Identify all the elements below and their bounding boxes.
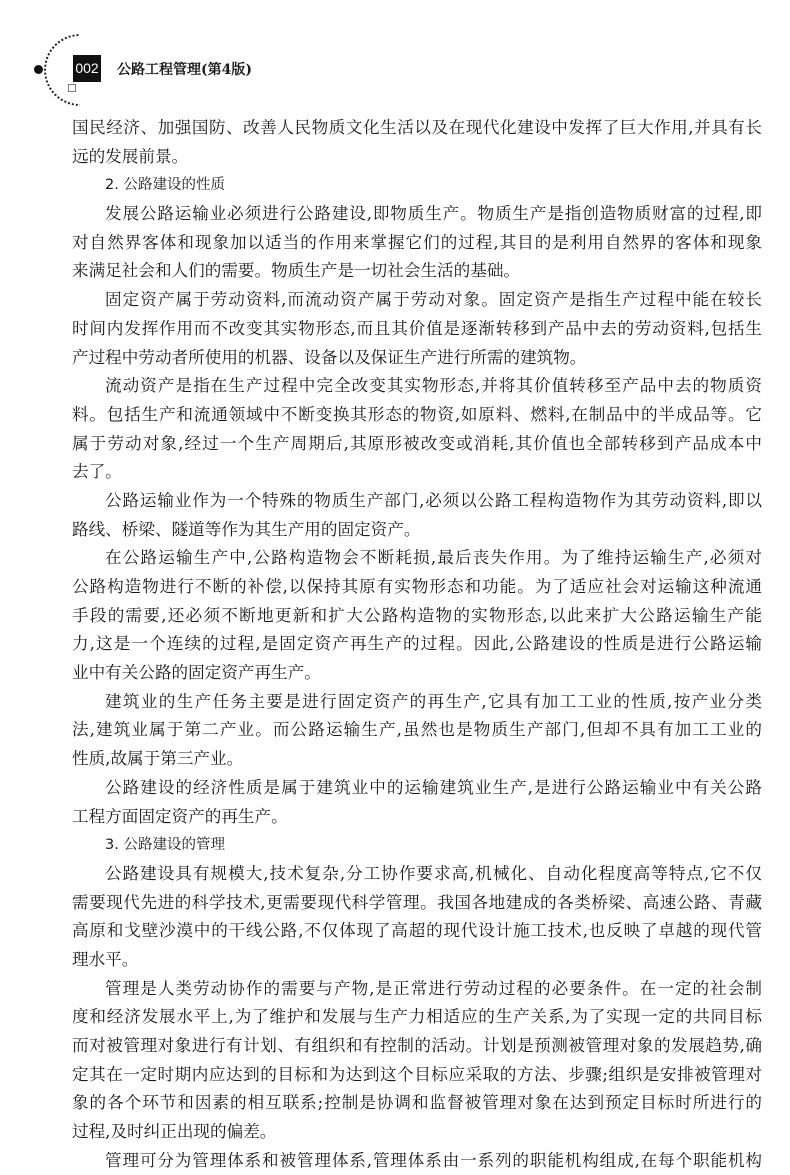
paragraph (72, 1147, 762, 1175)
text-line: 性质,故属于第三产业。 (72, 749, 244, 769)
paragraph (72, 114, 762, 171)
paragraph (72, 860, 762, 975)
paragraph (72, 286, 762, 372)
dot-decoration (34, 65, 43, 74)
page-number: 002 (73, 55, 101, 82)
page-header (0, 0, 790, 110)
body-text (72, 114, 762, 1175)
text-line: 业中有关公路的固定资产再生产。 (72, 663, 321, 683)
text-line: 远的发展前景。 (72, 146, 189, 166)
text-line: 手段的需要,还必须不断地更新和扩大公路构造物的实物形态,以此来扩大公路运输生产能 (72, 605, 762, 625)
section-heading: 2. 公路建设的性质 (105, 177, 225, 194)
text-line: 料。包括生产和流通领域中不断变换其形态的物资,如原料、燃料,在制品中的半成品等。它 (72, 404, 762, 424)
text-line: 公路建设的经济性质是属于建筑业中的运输建筑业生产,是进行公路运输业中有关公路 (105, 777, 762, 797)
text-line: 象的各个环节和因素的相互联系;控制是协调和监督被管理对象在达到预定目标时所进行的 (72, 1093, 762, 1113)
text-line: 力,这是一个连续的过程,是固定资产再生产的过程。因此,公路建设的性质是进行公路运输 (72, 634, 762, 654)
square-decoration (68, 84, 76, 92)
text-line: 公路建设具有规模大,技术复杂,分工协作要求高,机械化、自动化程度高等特点,它不仅 (105, 863, 762, 883)
text-line: 工程方面固定资产的再生产。 (72, 806, 288, 826)
text-line: 产过程中劳动者所使用的机器、设备以及保证生产进行所需的建筑物。 (72, 347, 587, 367)
paragraph (72, 774, 762, 831)
text-line: 管理是人类劳动协作的需要与产物,是正常进行劳动过程的必要条件。在一定的社会制 (105, 978, 762, 998)
paragraph (72, 200, 762, 286)
text-line: 公路构造物进行不断的补偿,以保持其原有实物形态和功能。为了适应社会对运输这种流通 (72, 577, 762, 596)
text-line: 国民经济、加强国防、改善人民物质文化生活以及在现代化建设中发挥了巨大作用,并具有长 (72, 118, 762, 137)
text-line: 固定资产属于劳动资料,而流动资产属于劳动对象。固定资产是指生产过程中能在较长 (105, 290, 762, 310)
paragraph (72, 975, 762, 1147)
text-line: 来满足社会和人们的需要。物质生产是一切社会生活的基础。 (72, 261, 521, 281)
text-line: 公路运输业作为一个特殊的物质生产部门,必须以公路工程构造物作为其劳动资料,即以 (105, 490, 762, 510)
running-title: 公路工程管理(第4版) (117, 62, 252, 78)
text-line: 需要现代先进的科学技术,更需要现代科学管理。我国各地建成的各类桥梁、高速公路、青藏 (72, 892, 762, 912)
text-line: 高原和戈壁沙漠中的干线公路,不仅体现了高超的现代设计施工技术,也反映了卓越的现代管 (72, 921, 762, 941)
text-line: 法,建筑业属于第二产业。而公路运输生产,虽然也是物质生产部门,但却不具有加工工业的 (72, 720, 762, 740)
text-line: 时间内发挥作用而不改变其实物形态,而且其价值是逐渐转移到产品中去的劳动资料,包括生 (72, 318, 762, 338)
text-line: 对自然界客体和现象加以适当的作用来掌握它们的过程,其目的是利用自然界的客体和现象 (72, 232, 762, 252)
text-line: 定其在一定时期内应达到的目标和为达到这个目标应采取的方法、步骤;组织是安排被管理对 (72, 1064, 762, 1084)
text-line: 理水平。 (72, 949, 139, 969)
text-line: 度和经济发展水平上,为了维护和发展与生产力相适应的生产关系,为了实现一定的共同目标 (72, 1007, 762, 1027)
text-line: 过程,及时纠正出现的偏差。 (72, 1122, 277, 1142)
text-line: 建筑业的生产任务主要是进行固定资产的再生产,它具有加工工业的性质,按产业分类 (105, 691, 762, 711)
text-line: 管理可分为管理体系和被管理体系,管理体系由一系列的职能机构组成,在每个职能机构 (105, 1150, 762, 1170)
paragraph (72, 372, 762, 487)
paragraph (72, 688, 762, 774)
text-line: 流动资产是指在生产过程中完全改变其实物形态,并将其价值转移至产品中去的物质资 (105, 376, 762, 396)
paragraph (72, 544, 762, 687)
text-line: 而对被管理对象进行有计划、有组织和有控制的活动。计划是预测被管理对象的发展趋势,确 (72, 1036, 762, 1055)
text-line: 在公路运输生产中,公路构造物会不断耗损,最后丧失作用。为了维持运输生产,必须对 (105, 548, 762, 568)
paragraph (72, 487, 762, 544)
text-line: 属于劳动对象,经过一个生产周期后,其原形被改变或消耗,其价值也全部转移到产品成本中 (72, 433, 762, 453)
text-line: 路线、桥梁、隧道等作为其生产用的固定资产。 (72, 519, 421, 539)
section-heading: 3. 公路建设的管理 (105, 837, 225, 854)
text-line: 去了。 (72, 462, 122, 482)
text-line: 发展公路运输业必须进行公路建设,即物质生产。物质生产是指创造物质财富的过程,即 (105, 204, 762, 224)
